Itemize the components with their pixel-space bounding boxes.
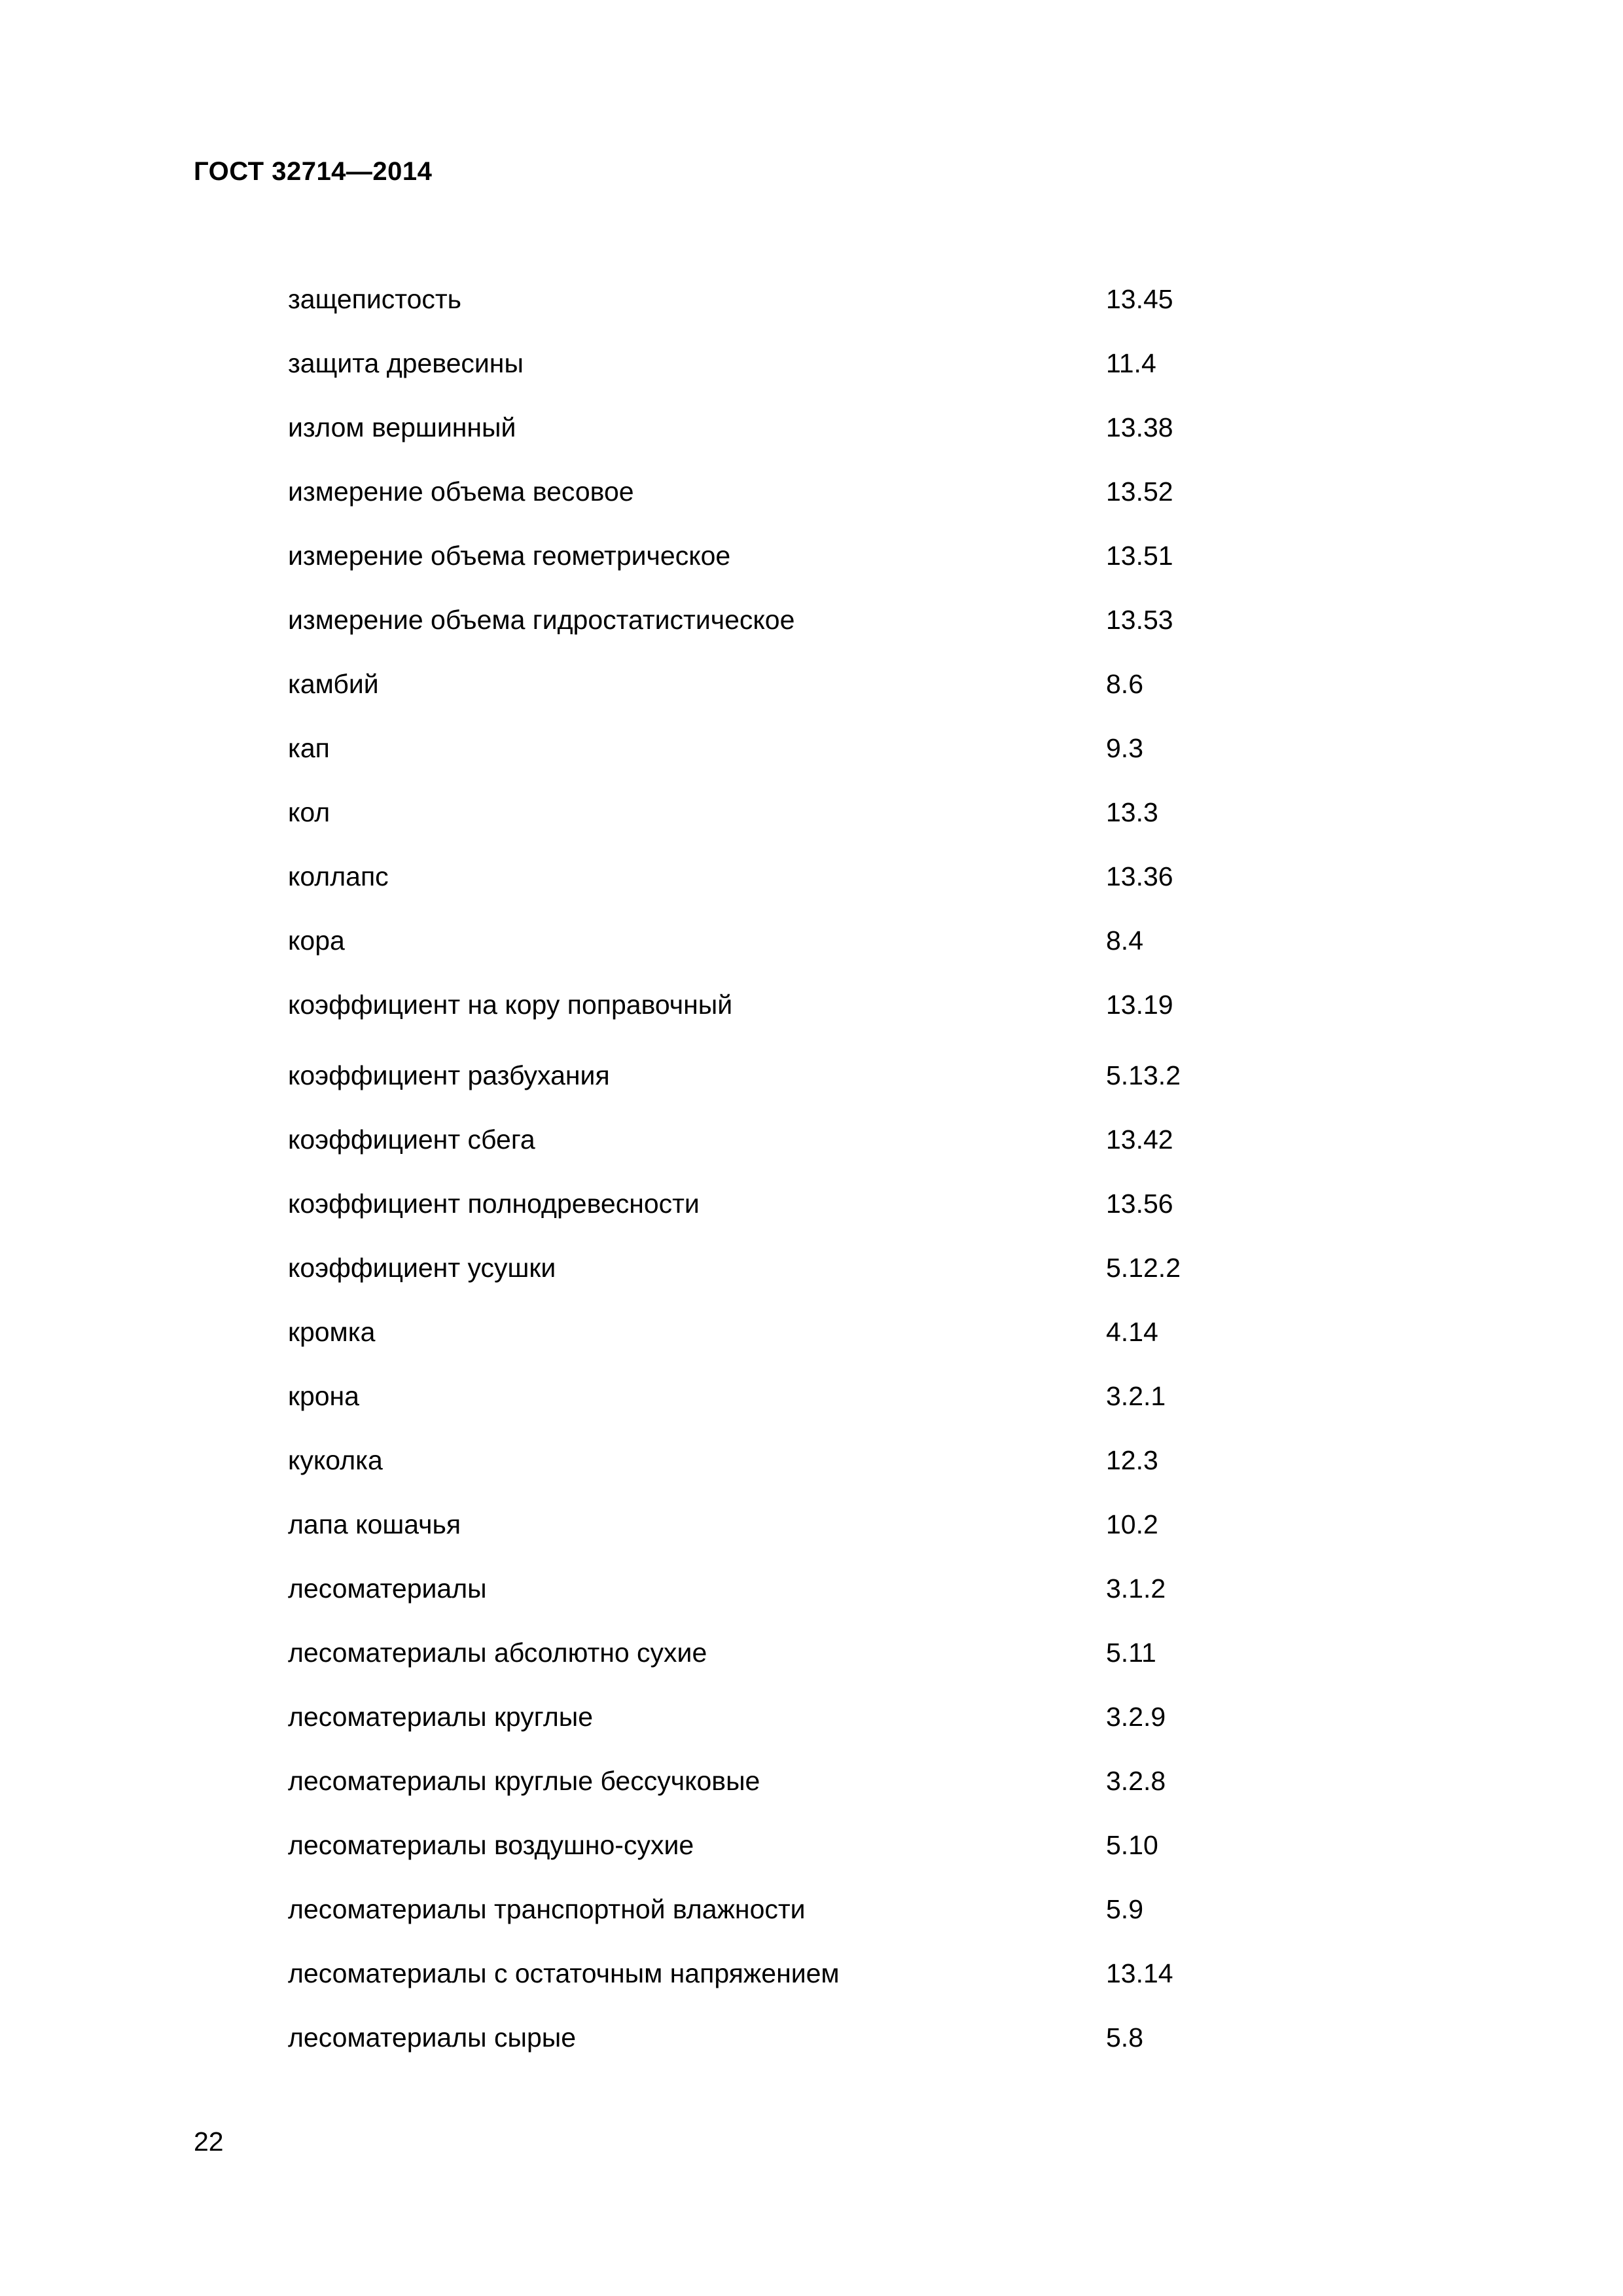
index-reference: 5.13.2	[1106, 1060, 1181, 1090]
index-row	[0, 664, 1623, 704]
index-row	[0, 1312, 1623, 1352]
index-term: лесоматериалы круглые бессучковые	[288, 1766, 760, 1796]
index-row	[0, 985, 1623, 1024]
index-term: измерение объема геометрическое	[288, 541, 731, 571]
index-reference: 13.53	[1106, 605, 1173, 635]
index-reference: 5.12.2	[1106, 1253, 1181, 1283]
index-row	[0, 1633, 1623, 1672]
index-term: кора	[288, 925, 345, 956]
index-row	[0, 1697, 1623, 1736]
index-term: излом вершинный	[288, 412, 516, 442]
index-term: защита древесины	[288, 348, 524, 378]
index-reference: 3.2.1	[1106, 1381, 1166, 1411]
index-row	[0, 1825, 1623, 1865]
index-reference: 9.3	[1106, 733, 1143, 763]
index-reference: 13.19	[1106, 990, 1173, 1020]
index-term: лесоматериалы воздушно-сухие	[288, 1830, 694, 1860]
index-row	[0, 536, 1623, 575]
index-reference: 13.3	[1106, 797, 1158, 827]
index-row	[0, 1441, 1623, 1480]
index-term: коэффициент разбухания	[288, 1060, 610, 1090]
index-row	[0, 857, 1623, 896]
index-reference: 12.3	[1106, 1445, 1158, 1475]
index-reference: 13.52	[1106, 476, 1173, 507]
index-term: лесоматериалы сырые	[288, 2022, 577, 2053]
document-header: ГОСТ 32714—2014	[194, 157, 433, 186]
index-row	[0, 1505, 1623, 1544]
index-reference: 5.11	[1106, 1638, 1156, 1668]
index-reference: 3.1.2	[1106, 1573, 1166, 1604]
index-row	[0, 1056, 1623, 1095]
index-term: куколка	[288, 1445, 383, 1475]
index-row	[0, 279, 1623, 319]
index-row	[0, 408, 1623, 447]
index-row	[0, 1248, 1623, 1287]
index-row	[0, 793, 1623, 832]
page-number: 22	[194, 2126, 224, 2157]
index-reference: 13.36	[1106, 861, 1173, 891]
index-row	[0, 921, 1623, 960]
index-term: коллапс	[288, 861, 389, 891]
index-row	[0, 1890, 1623, 1929]
index-row	[0, 1569, 1623, 1608]
index-term: коэффициент сбега	[288, 1124, 535, 1155]
index-term: лесоматериалы абсолютно сухие	[288, 1638, 707, 1668]
index-term: кол	[288, 797, 330, 827]
index-reference: 8.4	[1106, 925, 1143, 956]
index-row	[0, 728, 1623, 768]
index-row	[0, 1954, 1623, 1993]
index-reference: 13.51	[1106, 541, 1173, 571]
index-reference: 13.56	[1106, 1189, 1173, 1219]
index-term: кап	[288, 733, 330, 763]
index-term: защепистость	[288, 284, 462, 314]
index-row	[0, 600, 1623, 639]
index-reference: 13.45	[1106, 284, 1173, 314]
index-term: лесоматериалы круглые	[288, 1702, 594, 1732]
index-reference: 13.38	[1106, 412, 1173, 442]
index-term: камбий	[288, 669, 379, 699]
index-row	[0, 344, 1623, 383]
index-row	[0, 1120, 1623, 1159]
index-term: кромка	[288, 1317, 376, 1347]
index-row	[0, 1184, 1623, 1223]
index-term: измерение объема гидростатистическое	[288, 605, 795, 635]
index-reference: 3.2.9	[1106, 1702, 1166, 1732]
index-term: крона	[288, 1381, 359, 1411]
index-row	[0, 2018, 1623, 2057]
index-reference: 10.2	[1106, 1509, 1158, 1539]
index-term: лесоматериалы с остаточным напряжением	[288, 1958, 840, 1988]
index-term: лесоматериалы транспортной влажности	[288, 1894, 806, 1924]
index-reference: 13.42	[1106, 1124, 1173, 1155]
index-term: измерение объема весовое	[288, 476, 634, 507]
index-reference: 5.9	[1106, 1894, 1143, 1924]
index-row	[0, 472, 1623, 511]
index-reference: 5.10	[1106, 1830, 1158, 1860]
index-term: коэффициент усушки	[288, 1253, 556, 1283]
index-reference: 8.6	[1106, 669, 1143, 699]
index-term: коэффициент на кору поправочный	[288, 990, 733, 1020]
index-term: лесоматериалы	[288, 1573, 487, 1604]
index-row	[0, 1376, 1623, 1416]
index-term: лапа кошачья	[288, 1509, 461, 1539]
index-reference: 4.14	[1106, 1317, 1158, 1347]
index-term: коэффициент полнодревесности	[288, 1189, 700, 1219]
index-reference: 13.14	[1106, 1958, 1173, 1988]
index-reference: 11.4	[1106, 348, 1156, 378]
index-reference: 5.8	[1106, 2022, 1143, 2053]
index-row	[0, 1761, 1623, 1801]
index-reference: 3.2.8	[1106, 1766, 1166, 1796]
